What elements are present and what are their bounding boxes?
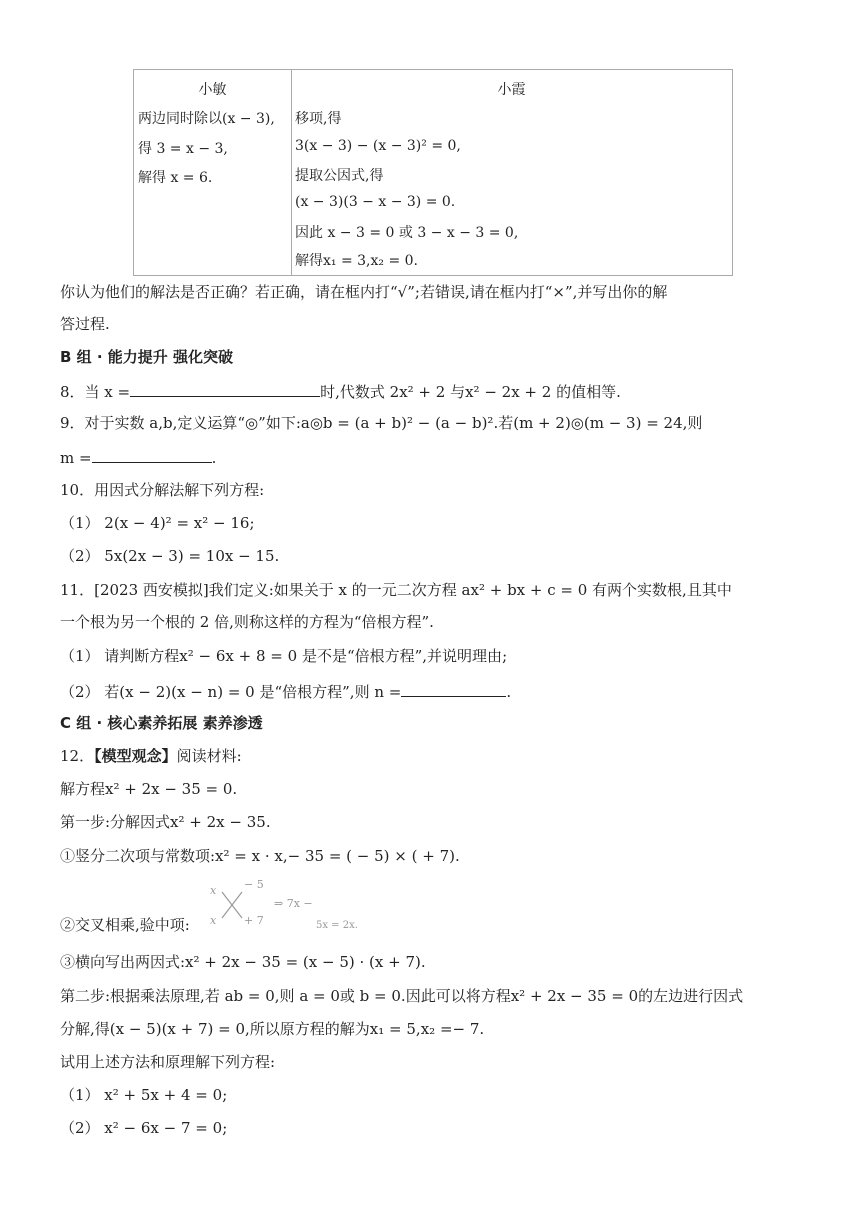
q11-part-2-prefix: （2） 若(x − 2)(x − n) = 0 是“倍根方程”,则 n = — [60, 683, 402, 701]
q8-answer-blank[interactable] — [130, 380, 320, 397]
q8-prefix: 8．当 x = — [60, 383, 131, 401]
xiaomin-line-2: 得 3 = x − 3, — [138, 141, 228, 157]
q9-line-1: 9．对于实数 a,b,定义运算“◎”如下:a◎b = (a + b)² − (a − b)².若(m + 2)◎(m − 3) = 24,则 — [60, 414, 703, 432]
q9-answer-blank[interactable] — [92, 446, 212, 463]
q9-suffix: . — [211, 449, 217, 467]
q11-part-2-suffix: . — [506, 683, 512, 701]
q12-line-6: 第二步:根据乘法原理,若 ab = 0,则 a = 0或 b = 0.因此可以将方程x² + 2x − 35 = 0的左边进行因式 — [60, 987, 744, 1005]
xiaoxia-column — [291, 70, 732, 275]
xiaoxia-line-2: 3(x − 3) − (x − 3)² = 0, — [295, 138, 461, 154]
q12-part-2: （2） x² − 6x − 7 = 0; — [60, 1119, 228, 1137]
section-c-heading: C 组 · 核心素养拓展 素养渗透 — [60, 714, 263, 732]
q10-title: 10．用因式分解法解下列方程: — [60, 481, 265, 499]
xiaomin-line-1: 两边同时除以(x − 3), — [138, 111, 275, 127]
diagram-bottom-left: x — [210, 914, 217, 927]
q9-prefix: m = — [60, 449, 92, 467]
q12-line-2: 第一步:分解因式x² + 2x − 35. — [60, 813, 271, 831]
section-b-heading: B 组 · 能力提升 强化突破 — [60, 348, 234, 366]
xiaoxia-line-1: 移项,得 — [295, 111, 342, 127]
q8 — [60, 380, 621, 402]
xiaoxia-line-3: 提取公因式,得 — [295, 168, 384, 184]
q12-line-8: 试用上述方法和原理解下列方程: — [60, 1053, 276, 1071]
q12-title-rest: 阅读材料: — [176, 747, 242, 765]
q12-line-4: ②交叉相乘,验中项: — [60, 916, 190, 934]
solution-table — [133, 69, 733, 276]
q11-line-1: 11．[2023 西安模拟]我们定义:如果关于 x 的一元二次方程 ax² + bx + c = 0 有两个实数根,且其中 — [60, 581, 732, 599]
xiaoxia-line-4: (x − 3)(3 − x − 3) = 0. — [295, 194, 456, 210]
xiaoxia-line-6: 解得x₁ = 3,x₂ = 0. — [295, 253, 418, 269]
xiaomin-line-3: 解得 x = 6. — [138, 170, 213, 186]
q10-part-2: （2） 5x(2x − 3) = 10x − 15. — [60, 547, 280, 565]
q12-line-1: 解方程x² + 2x − 35 = 0. — [60, 780, 238, 798]
xiaoxia-line-5: 因此 x − 3 = 0 或 3 − x − 3 = 0, — [295, 225, 519, 241]
q11-answer-blank[interactable] — [401, 680, 506, 697]
q11-line-2: 一个根为另一个根的 2 倍,则称这样的方程为“倍根方程”. — [60, 613, 434, 631]
diagram-bottom-right: + 7 — [244, 914, 264, 927]
q11-part-2 — [60, 680, 511, 702]
cross-multiplication-diagram — [208, 880, 368, 930]
q11-part-1: （1） 请判断方程x² − 6x + 8 = 0 是不是“倍根方程”,并说明理由; — [60, 647, 508, 665]
q12-line-3: ①竖分二次项与常数项:x² = x · x,− 35 = ( − 5) × ( + 7). — [60, 847, 460, 865]
xiaomin-column — [134, 70, 292, 275]
q12-line-5: ③横向写出两因式:x² + 2x − 35 = (x − 5) · (x + 7). — [60, 953, 426, 971]
q10-part-1: （1） 2(x − 4)² = x² − 16; — [60, 514, 255, 532]
q8-suffix: 时,代数式 2x² + 2 与x² − 2x + 2 的值相等. — [320, 383, 621, 401]
diagram-top-left: x — [210, 884, 217, 897]
diagram-top-right: − 5 — [244, 880, 264, 891]
q12-number: 12． — [60, 747, 95, 765]
diagram-arrow: ⇒ 7x − — [274, 897, 313, 910]
q12-title — [60, 746, 242, 766]
q7-instruction-line-1: 你认为他们的解法是否正确？若正确，请在框内打“√”;若错误,请在框内打“×”,并写出你的解 — [60, 283, 668, 301]
q12-line-7: 分解,得(x − 5)(x + 7) = 0,所以原方程的解为x₁ = 5,x₂ =− 7. — [60, 1020, 485, 1038]
q7-instruction-line-2: 答过程. — [60, 315, 110, 333]
q12-tag: 【模型观念】 — [94, 747, 177, 765]
diagram-result: 5x = 2x. — [316, 920, 358, 930]
q9-line-2 — [60, 446, 216, 468]
xiaomin-header: 小敏 — [198, 82, 227, 98]
q12-part-1: （1） x² + 5x + 4 = 0; — [60, 1086, 228, 1104]
xiaoxia-header: 小霞 — [497, 82, 526, 98]
